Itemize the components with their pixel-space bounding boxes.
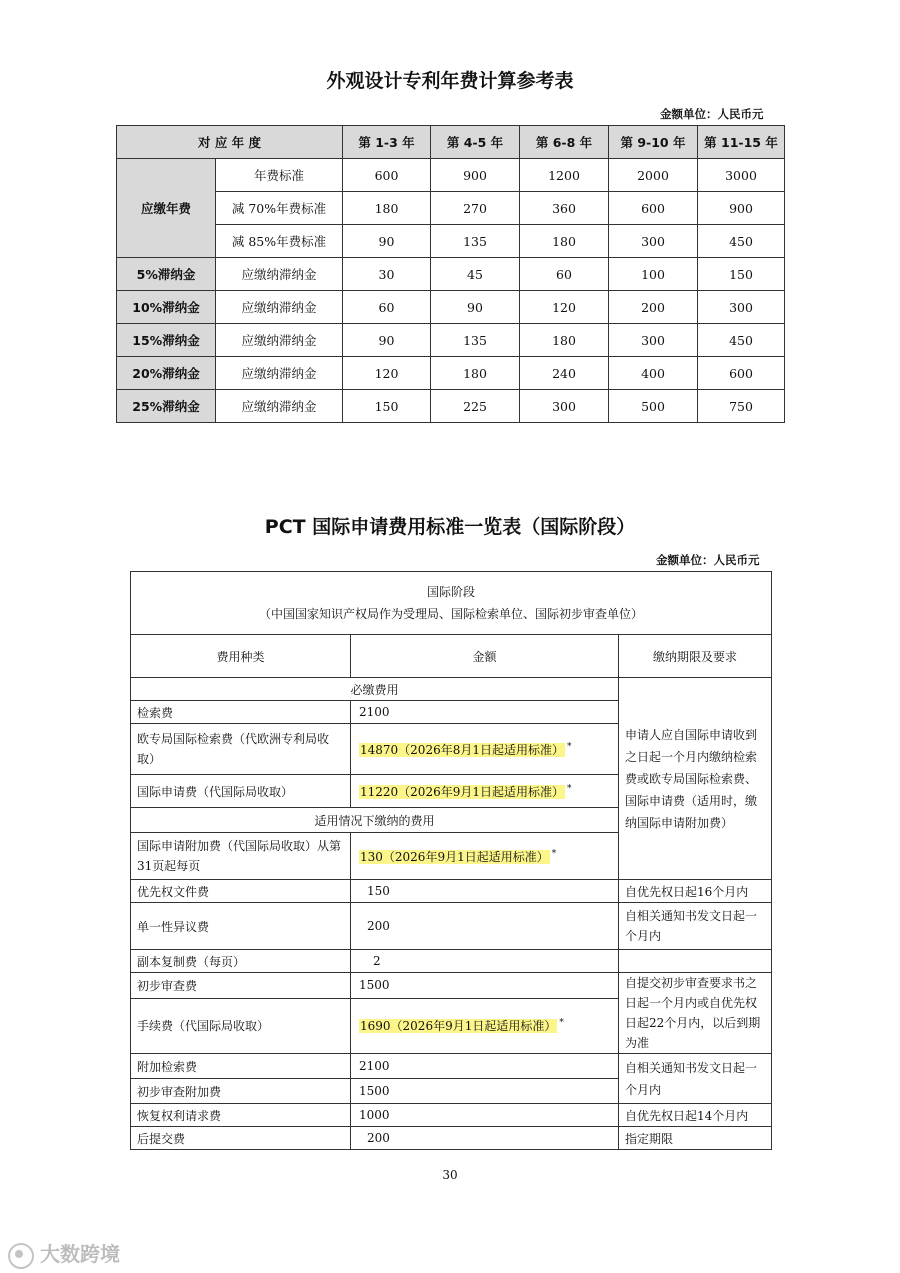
fee-name: 附加检索费 <box>131 1054 351 1079</box>
fee-amount-cell <box>351 998 619 1053</box>
row-label: 应缴纳滞纳金 <box>216 324 343 357</box>
cell: 135 <box>431 324 520 357</box>
table-row <box>117 159 785 192</box>
cell: 120 <box>520 291 609 324</box>
highlighted-amount: 1690（2026年9月1日起适用标准） <box>360 1019 557 1034</box>
deadline: 自相关通知书发文日起一个月内 <box>619 1054 772 1104</box>
table-row <box>117 324 785 357</box>
fee-name: 检索费 <box>131 701 351 724</box>
stage-title: 国际阶段 <box>427 585 476 599</box>
table-row <box>131 880 772 903</box>
late-fee-head: 25%滞纳金 <box>117 390 216 423</box>
cell: 100 <box>609 258 698 291</box>
fee-amount: 2100 <box>351 1054 619 1079</box>
cell: 450 <box>698 324 785 357</box>
table-row <box>131 973 772 999</box>
row-label: 应缴纳滞纳金 <box>216 291 343 324</box>
cell: 180 <box>431 357 520 390</box>
table-header-row <box>131 572 772 635</box>
cell: 90 <box>343 225 431 258</box>
highlighted-amount: 130（2026年9月1日起适用标准） <box>360 849 549 864</box>
cell: 2000 <box>609 159 698 192</box>
fee-name: 副本复制费（每页） <box>131 950 351 973</box>
late-fee-head: 15%滞纳金 <box>117 324 216 357</box>
fee-name: 手续费（代国际局收取） <box>131 998 351 1053</box>
fee-name: 国际申请附加费（代国际局收取）从第31页起每页 <box>131 833 351 880</box>
highlighted-amount: 11220（2026年9月1日起适用标准） <box>360 784 564 799</box>
table-row <box>131 950 772 973</box>
deadline-empty <box>619 950 772 973</box>
deadline: 指定期限 <box>619 1127 772 1150</box>
table-row <box>131 1104 772 1127</box>
cell: 180 <box>520 225 609 258</box>
fee-name: 欧专局国际检索费（代欧洲专利局收取） <box>131 724 351 775</box>
table-header-row <box>117 126 785 159</box>
col-header: 缴纳期限及要求 <box>619 635 772 678</box>
stage-subtitle: （中国国家知识产权局作为受理局、国际检索单位、国际初步审查单位） <box>259 607 644 621</box>
fee-amount: 150 <box>351 880 619 903</box>
column-header-row <box>131 635 772 678</box>
row-label: 年费标准 <box>216 159 343 192</box>
cell: 135 <box>431 225 520 258</box>
footnote-mark: * <box>551 848 557 859</box>
fee-name: 单一性异议费 <box>131 903 351 950</box>
deadline: 自优先权日起16个月内 <box>619 880 772 903</box>
table-row <box>131 1054 772 1079</box>
cell: 45 <box>431 258 520 291</box>
annual-fee-table <box>116 125 785 423</box>
cell: 30 <box>343 258 431 291</box>
year-header: 第 1-3 年 <box>343 126 431 159</box>
cell: 270 <box>431 192 520 225</box>
fee-name: 优先权文件费 <box>131 880 351 903</box>
cell: 600 <box>609 192 698 225</box>
table1-unit: 金额单位：人民币元 <box>660 107 764 121</box>
corner-header: 对 应 年 度 <box>117 126 343 159</box>
cell: 600 <box>343 159 431 192</box>
row-label: 应缴纳滞纳金 <box>216 390 343 423</box>
watermark <box>8 1238 120 1269</box>
section-label: 必缴费用 <box>131 678 619 701</box>
cell: 240 <box>520 357 609 390</box>
table-row <box>117 258 785 291</box>
fee-amount: 1500 <box>351 973 619 999</box>
cell: 300 <box>698 291 785 324</box>
late-fee-head: 10%滞纳金 <box>117 291 216 324</box>
fee-amount: 200 <box>351 903 619 950</box>
watermark-logo-icon <box>8 1243 34 1269</box>
cell: 750 <box>698 390 785 423</box>
fee-amount: 2 <box>351 950 619 973</box>
table-row <box>117 225 785 258</box>
deadline: 自优先权日起14个月内 <box>619 1104 772 1127</box>
year-header: 第 9-10 年 <box>609 126 698 159</box>
cell: 600 <box>698 357 785 390</box>
cell: 300 <box>520 390 609 423</box>
pct-fee-table <box>130 571 772 1150</box>
cell: 150 <box>343 390 431 423</box>
page-number: 30 <box>442 1168 458 1182</box>
watermark-text: 大数跨境 <box>40 1242 120 1266</box>
table2-title: PCT 国际申请费用标准一览表（国际阶段） <box>264 516 636 538</box>
late-fee-head: 20%滞纳金 <box>117 357 216 390</box>
row-label: 减 70%年费标准 <box>216 192 343 225</box>
table2-unit: 金额单位：人民币元 <box>656 553 760 567</box>
cell: 3000 <box>698 159 785 192</box>
cell: 180 <box>343 192 431 225</box>
cell: 180 <box>520 324 609 357</box>
cell: 1200 <box>520 159 609 192</box>
cell: 150 <box>698 258 785 291</box>
group-label: 应缴年费 <box>117 159 216 258</box>
year-header: 第 4-5 年 <box>431 126 520 159</box>
cell: 900 <box>431 159 520 192</box>
year-header: 第 11-15 年 <box>698 126 785 159</box>
year-header: 第 6-8 年 <box>520 126 609 159</box>
col-header: 金额 <box>351 635 619 678</box>
table-row <box>131 1127 772 1150</box>
fee-name: 国际申请费（代国际局收取） <box>131 775 351 808</box>
table-row <box>117 291 785 324</box>
fee-amount: 200 <box>351 1127 619 1150</box>
late-fee-head: 5%滞纳金 <box>117 258 216 291</box>
col-header: 费用种类 <box>131 635 351 678</box>
fee-name: 初步审查附加费 <box>131 1079 351 1104</box>
row-label: 应缴纳滞纳金 <box>216 357 343 390</box>
table-row <box>117 357 785 390</box>
table-row <box>117 192 785 225</box>
section-row <box>131 678 772 701</box>
fee-amount-cell <box>351 833 619 880</box>
row-label: 应缴纳滞纳金 <box>216 258 343 291</box>
cell: 90 <box>343 324 431 357</box>
fee-name: 后提交费 <box>131 1127 351 1150</box>
cell: 450 <box>698 225 785 258</box>
deadline: 自提交初步审查要求书之日起一个月内或自优先权日起22个月内，以后到期为准 <box>619 973 772 1054</box>
table-row <box>131 903 772 950</box>
fee-amount: 1500 <box>351 1079 619 1104</box>
cell: 120 <box>343 357 431 390</box>
highlighted-amount: 14870（2026年8月1日起适用标准） <box>360 742 564 757</box>
cell: 900 <box>698 192 785 225</box>
deadline-main: 申请人应自国际申请收到之日起一个月内缴纳检索费或欧专局国际检索费、国际申请费（适用时，缴纳国际申请附加费） <box>619 678 772 880</box>
fee-name: 恢复权利请求费 <box>131 1104 351 1127</box>
fee-amount: 2100 <box>351 701 619 724</box>
table-row <box>117 390 785 423</box>
cell: 90 <box>431 291 520 324</box>
fee-amount-cell <box>351 724 619 775</box>
section-label: 适用情况下缴纳的费用 <box>131 808 619 833</box>
cell: 200 <box>609 291 698 324</box>
table1-title: 外观设计专利年费计算参考表 <box>326 70 574 92</box>
row-label: 减 85%年费标准 <box>216 225 343 258</box>
cell: 225 <box>431 390 520 423</box>
footnote-mark: * <box>559 1018 564 1029</box>
cell: 300 <box>609 225 698 258</box>
fee-name: 初步审查费 <box>131 973 351 999</box>
deadline: 自相关通知书发文日起一个月内 <box>619 903 772 950</box>
fee-amount: 1000 <box>351 1104 619 1127</box>
cell: 60 <box>343 291 431 324</box>
cell: 400 <box>609 357 698 390</box>
footnote-mark: * <box>566 741 572 752</box>
cell: 300 <box>609 324 698 357</box>
cell: 360 <box>520 192 609 225</box>
stage-header <box>131 572 772 635</box>
cell: 500 <box>609 390 698 423</box>
fee-amount-cell <box>351 775 619 808</box>
footnote-mark: * <box>566 783 572 794</box>
cell: 60 <box>520 258 609 291</box>
